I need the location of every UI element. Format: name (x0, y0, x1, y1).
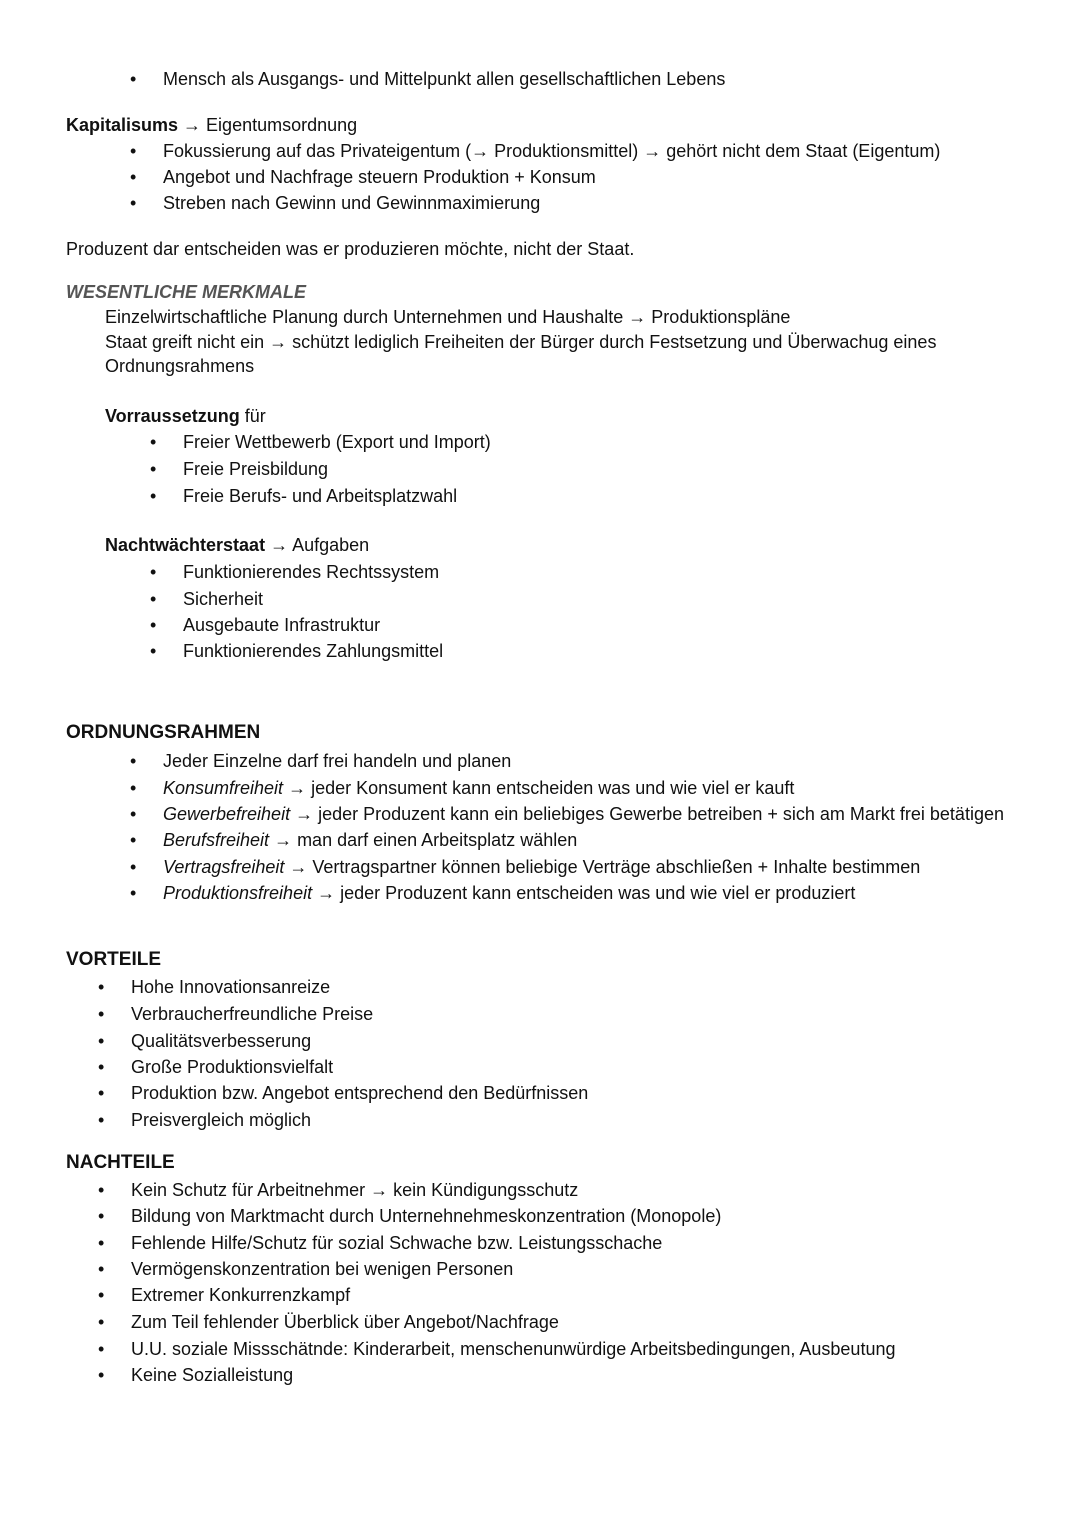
list-item: Vermögenskonzentration bei wenigen Personen (131, 1259, 514, 1279)
list-item: Freie Berufs- und Arbeitsplatzwahl (183, 486, 458, 506)
list-item: U.U. soziale Missschätnde: Kinderarbeit, menschenunwürdige Arbeitsbedingungen, Ausbeutung (131, 1339, 896, 1359)
bullet-marker (150, 640, 156, 662)
producer-note: Produzent dar entscheiden was er produzieren möchte, nicht der Staat. (66, 239, 635, 259)
freedom-term: Berufsfreiheit (163, 830, 270, 850)
bullet-marker (98, 1311, 104, 1333)
nachtwaechter-title: Nachtwächterstaat (105, 535, 266, 555)
bullet-marker (130, 192, 136, 214)
bullet-marker (130, 777, 136, 799)
list-item: Extremer Konkurrenzkampf (131, 1285, 351, 1305)
bullet-marker (98, 1003, 104, 1025)
bullet-marker (130, 882, 136, 904)
list-item: Preisvergleich möglich (131, 1110, 312, 1130)
list-item: Funktionierendes Rechtssystem (183, 562, 440, 582)
freedom-text: → jeder Produzent kann entscheiden was und wie viel er produziert (312, 883, 856, 903)
list-item: Keine Sozialleistung (131, 1365, 294, 1385)
list-item: Freier Wettbewerb (Export und Import) (183, 432, 491, 452)
merkmale-heading: WESENTLICHE MERKMALE (66, 282, 306, 302)
bullet-marker (150, 614, 156, 636)
list-item: Hohe Innovationsanreize (131, 977, 331, 997)
list-item (163, 856, 920, 878)
list-item: Streben nach Gewinn und Gewinnmaximierung (163, 193, 541, 213)
bullet-marker (130, 803, 136, 825)
freedom-text: → man darf einen Arbeitsplatz wählen (269, 830, 578, 850)
freedom-term: Gewerbefreiheit (163, 804, 291, 824)
kapitalismus-title: Kapitalisums (66, 115, 179, 135)
list-item: Funktionierendes Zahlungsmittel (183, 641, 444, 661)
voraussetzung-suffix: für (239, 406, 266, 426)
bullet-marker (150, 561, 156, 583)
kapitalismus-heading (66, 114, 357, 136)
bullet-marker (150, 431, 156, 453)
voraussetzung-title: Vorraussetzung (105, 406, 240, 426)
bullet-marker (130, 829, 136, 851)
bullet-marker (98, 1258, 104, 1280)
freedom-term: Produktionsfreiheit (163, 883, 313, 903)
freedom-text: → jeder Konsument kann entscheiden was und wie viel er kauft (283, 778, 795, 798)
vorteile-heading: VORTEILE (66, 949, 162, 970)
bullet-marker (130, 140, 136, 162)
bullet-marker (98, 1284, 104, 1306)
list-item (163, 777, 794, 799)
freedom-text: → Vertragspartner können beliebige Verträge abschließen + Inhalte bestimmen (284, 857, 921, 877)
bullet-marker (130, 856, 136, 878)
list-item: Große Produktionsvielfalt (131, 1057, 334, 1077)
bullet-marker (98, 1179, 104, 1201)
list-item: Kein Schutz für Arbeitnehmer → kein Kündigungsschutz (131, 1180, 579, 1200)
list-item (163, 882, 855, 904)
freedom-text: → jeder Produzent kann ein beliebiges Gewerbe betreiben + sich am Markt frei betätigen (290, 804, 1004, 824)
merkmale-line: Ordnungsrahmens (105, 356, 255, 376)
bullet-marker (150, 588, 156, 610)
bullet-marker (98, 976, 104, 998)
nachtwaechter-suffix: → Aufgaben (265, 535, 370, 555)
bullet-marker (130, 750, 136, 772)
list-item: Fehlende Hilfe/Schutz für sozial Schwache bzw. Leistungsschache (131, 1233, 663, 1253)
freedom-term: Konsumfreiheit (163, 778, 284, 798)
list-item: Freie Preisbildung (183, 459, 329, 479)
nachteile-heading: NACHTEILE (66, 1152, 175, 1173)
list-item: Fokussierung auf das Privateigentum (→ Produktionsmittel) → gehört nicht dem Staat (Eigentum) (163, 141, 941, 161)
voraussetzung-heading (105, 405, 266, 427)
intro-bullet-text: Mensch als Ausgangs- und Mittelpunkt allen gesellschaftlichen Lebens (163, 69, 726, 89)
list-item (163, 829, 577, 851)
merkmale-line: Einzelwirtschaftliche Planung durch Unternehmen und Haushalte → Produktionspläne (105, 307, 791, 327)
bullet-marker (150, 458, 156, 480)
bullet-marker (98, 1205, 104, 1227)
freedom-term: Vertragsfreiheit (163, 857, 285, 877)
bullet-marker (130, 166, 136, 188)
ordnungsrahmen-heading: ORDNUNGSRAHMEN (66, 722, 261, 743)
bullet-marker (98, 1109, 104, 1131)
list-item: Bildung von Marktmacht durch Unternehnehmeskonzentration (Monopole) (131, 1206, 722, 1226)
list-item: Ausgebaute Infrastruktur (183, 615, 381, 635)
list-item: Produktion bzw. Angebot entsprechend den Bedürfnissen (131, 1083, 589, 1103)
bullet-marker (98, 1364, 104, 1386)
list-item: Verbraucherfreundliche Preise (131, 1004, 374, 1024)
list-item (163, 803, 1004, 825)
bullet-marker (98, 1232, 104, 1254)
bullet-marker (98, 1030, 104, 1052)
bullet-marker (130, 68, 136, 90)
bullet-marker (98, 1056, 104, 1078)
bullet-marker (98, 1338, 104, 1360)
list-item: Jeder Einzelne darf frei handeln und planen (163, 751, 512, 771)
merkmale-line: Staat greift nicht ein → schützt lediglich Freiheiten der Bürger durch Festsetzung und Überwachug eines (105, 332, 937, 352)
list-item: Zum Teil fehlender Überblick über Angebot/Nachfrage (131, 1312, 559, 1332)
bullet-marker (98, 1082, 104, 1104)
kapitalismus-subtitle: → Eigentumsordnung (178, 115, 358, 135)
list-item: Qualitätsverbesserung (131, 1031, 312, 1051)
list-item: Angebot und Nachfrage steuern Produktion + Konsum (163, 167, 596, 187)
nachtwaechter-heading (105, 534, 369, 556)
list-item: Sicherheit (183, 589, 264, 609)
bullet-marker (150, 485, 156, 507)
